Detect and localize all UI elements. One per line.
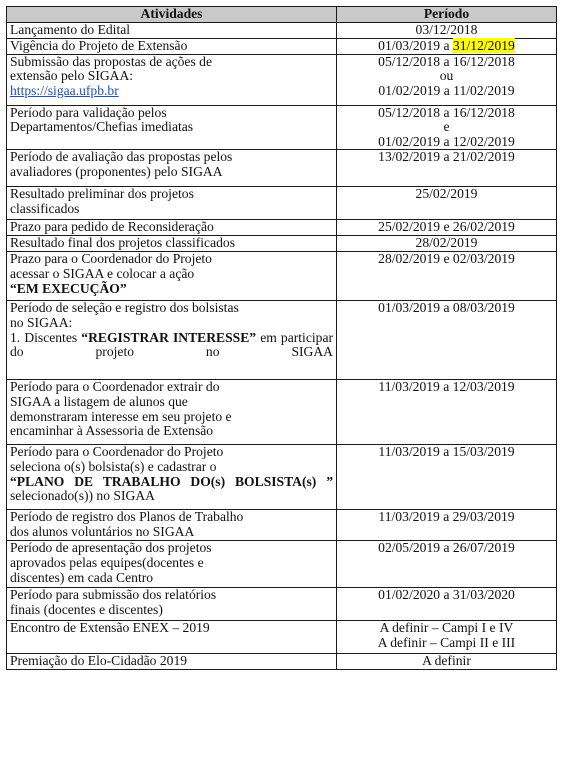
activity-cell [7, 105, 337, 150]
period-cell [337, 150, 557, 187]
period-text: 11/03/2019 a 15/03/2019 [378, 444, 515, 460]
header-period: Período [337, 7, 557, 23]
activity-cell [7, 510, 337, 541]
table-row [7, 621, 557, 654]
activity-text: classificados [10, 200, 80, 216]
period-text: A definir – Campi II e III [377, 634, 516, 650]
activity-text: avaliadores (proponentes) pelo SIGAA [10, 163, 223, 179]
activity-cell [7, 654, 337, 670]
activity-text: Período para o Coordenador do Projeto [10, 444, 224, 460]
activity-text: selecionado(s)) no SIGAA [10, 488, 155, 504]
period-text: 13/02/2019 a 21/02/2019 [378, 149, 515, 165]
period-text: 05/12/2018 a 16/12/2018 [378, 104, 515, 120]
period-cell [337, 654, 557, 670]
activity-cell [7, 236, 337, 252]
period-cell [337, 54, 557, 105]
period-cell [337, 301, 557, 380]
period-cell [337, 23, 557, 39]
activity-text: demonstraram interesse em seu projeto e [10, 408, 232, 424]
period-text: 11/03/2019 a 29/03/2019 [378, 509, 515, 525]
period-cell [337, 220, 557, 236]
list-item [10, 331, 333, 360]
activity-text: Vigência do Projeto de Extensão [10, 37, 188, 53]
period-text: 28/02/2019 e 02/03/2019 [378, 251, 515, 267]
period-cell [337, 380, 557, 445]
activity-text: Lançamento do Edital [10, 22, 131, 37]
period-text: 01/03/2019 a 08/03/2019 [378, 300, 515, 316]
highlighted-date: 31/12/2019 [452, 37, 515, 53]
period-text: e [443, 119, 450, 135]
table-header-row [7, 7, 557, 23]
table-row [7, 38, 557, 54]
table-row [7, 301, 557, 380]
header-activities: Atividades [7, 7, 337, 23]
period-text: 01/02/2020 a 31/03/2020 [378, 587, 515, 603]
schedule-wrapper [6, 6, 556, 670]
table-row [7, 588, 557, 621]
activity-text: Submissão das propostas de ações de [10, 53, 212, 69]
period-text: 03/12/2018 [415, 22, 478, 37]
activity-text: acessar o SIGAA e colocar a ação [10, 265, 195, 281]
period-cell [337, 187, 557, 220]
status-emphasis: “REGISTRAR INTERESSE” [81, 329, 257, 345]
activity-text: Período de seleção e registro dos bolsistas [10, 300, 239, 316]
activity-cell [7, 252, 337, 301]
activity-text: Prazo para o Coordenador do Projeto [10, 251, 212, 267]
period-cell [337, 38, 557, 54]
list-item-number: 1. [10, 329, 21, 345]
period-cell [337, 510, 557, 541]
period-text: 25/02/2019 [415, 186, 478, 202]
period-text: A definir – Campi I e IV [379, 620, 514, 636]
status-emphasis: “PLANO DE TRABALHO DO(s) BOLSISTA(s) ” [10, 473, 333, 489]
activity-cell [7, 187, 337, 220]
activity-cell [7, 301, 337, 380]
activity-text: Período de avaliação das propostas pelos [10, 149, 233, 165]
activity-text: discentes) em cada Centro [10, 569, 154, 585]
activity-cell [7, 380, 337, 445]
period-cell [337, 445, 557, 510]
period-text: 28/02/2019 [415, 235, 478, 251]
sigaa-link[interactable]: https://sigaa.ufpb.br [10, 82, 119, 98]
period-text: 01/02/2019 a 12/02/2019 [378, 133, 515, 149]
activity-text: Encontro de Extensão ENEX – 2019 [10, 620, 210, 636]
table-row [7, 541, 557, 588]
activity-cell [7, 23, 337, 39]
activity-text: Período de apresentação dos projetos [10, 540, 212, 556]
activity-text: dos alunos voluntários no SIGAA [10, 523, 195, 539]
table-row [7, 220, 557, 236]
status-emphasis: “EM EXECUÇÃO” [10, 280, 127, 296]
table-row [7, 150, 557, 187]
period-text: 02/05/2019 a 26/07/2019 [378, 540, 515, 556]
activity-cell [7, 38, 337, 54]
period-text: 01/03/2019 a [378, 37, 453, 53]
activity-text: Período para submissão dos relatórios [10, 587, 217, 603]
table-row [7, 654, 557, 670]
activity-text: SIGAA a listagem de alunos que [10, 393, 188, 409]
activity-text: Departamentos/Chefias imediatas [10, 119, 194, 135]
activity-cell [7, 445, 337, 510]
period-cell [337, 541, 557, 588]
list-item-text: Discentes [24, 329, 78, 345]
period-text: A definir [422, 653, 471, 669]
table-row [7, 187, 557, 220]
activity-text: seleciona o(s) bolsista(s) e cadastrar o [10, 458, 217, 474]
activity-cell [7, 54, 337, 105]
activity-text: Período de registro dos Planos de Trabalho [10, 509, 244, 525]
period-text: 01/02/2019 a 11/02/2019 [378, 82, 515, 98]
activity-text: extensão pelo SIGAA: [10, 68, 134, 84]
activity-text: Resultado final dos projetos classificados [10, 235, 236, 251]
table-row [7, 445, 557, 510]
activity-text: Premiação do Elo-Cidadão 2019 [10, 653, 188, 669]
list-item-rest: em participar do projeto no SIGAA [10, 329, 333, 360]
table-row [7, 236, 557, 252]
activity-cell [7, 588, 337, 621]
activity-text: finais (docentes e discentes) [10, 601, 163, 617]
period-text: 05/12/2018 a 16/12/2018 [378, 53, 515, 69]
activity-text: no SIGAA: [10, 314, 73, 330]
activity-cell [7, 150, 337, 187]
table-row [7, 510, 557, 541]
period-cell [337, 621, 557, 654]
activity-cell [7, 621, 337, 654]
table-row [7, 23, 557, 39]
activity-cell [7, 541, 337, 588]
period-cell [337, 105, 557, 150]
activity-text: Período para o Coordenador extrair do [10, 379, 220, 395]
activity-text: Período para validação pelos [10, 104, 167, 120]
period-text: 25/02/2019 e 26/02/2019 [378, 219, 515, 235]
activity-text-mixed [10, 474, 333, 504]
table-row [7, 54, 557, 105]
activity-text: Resultado preliminar dos projetos [10, 186, 194, 202]
table-row [7, 380, 557, 445]
activity-text: encaminhar à Assessoria de Extensão [10, 423, 214, 439]
period-cell [337, 236, 557, 252]
table-row [7, 105, 557, 150]
period-cell [337, 252, 557, 301]
table-row [7, 252, 557, 301]
period-cell [337, 588, 557, 621]
activity-text: Prazo para pedido de Reconsideração [10, 219, 214, 235]
schedule-table [6, 6, 557, 670]
activity-text: aprovados pelas equipes(docentes e [10, 554, 204, 570]
activity-cell [7, 220, 337, 236]
period-text: ou [439, 68, 454, 84]
period-text: 11/03/2019 a 12/03/2019 [378, 379, 515, 395]
